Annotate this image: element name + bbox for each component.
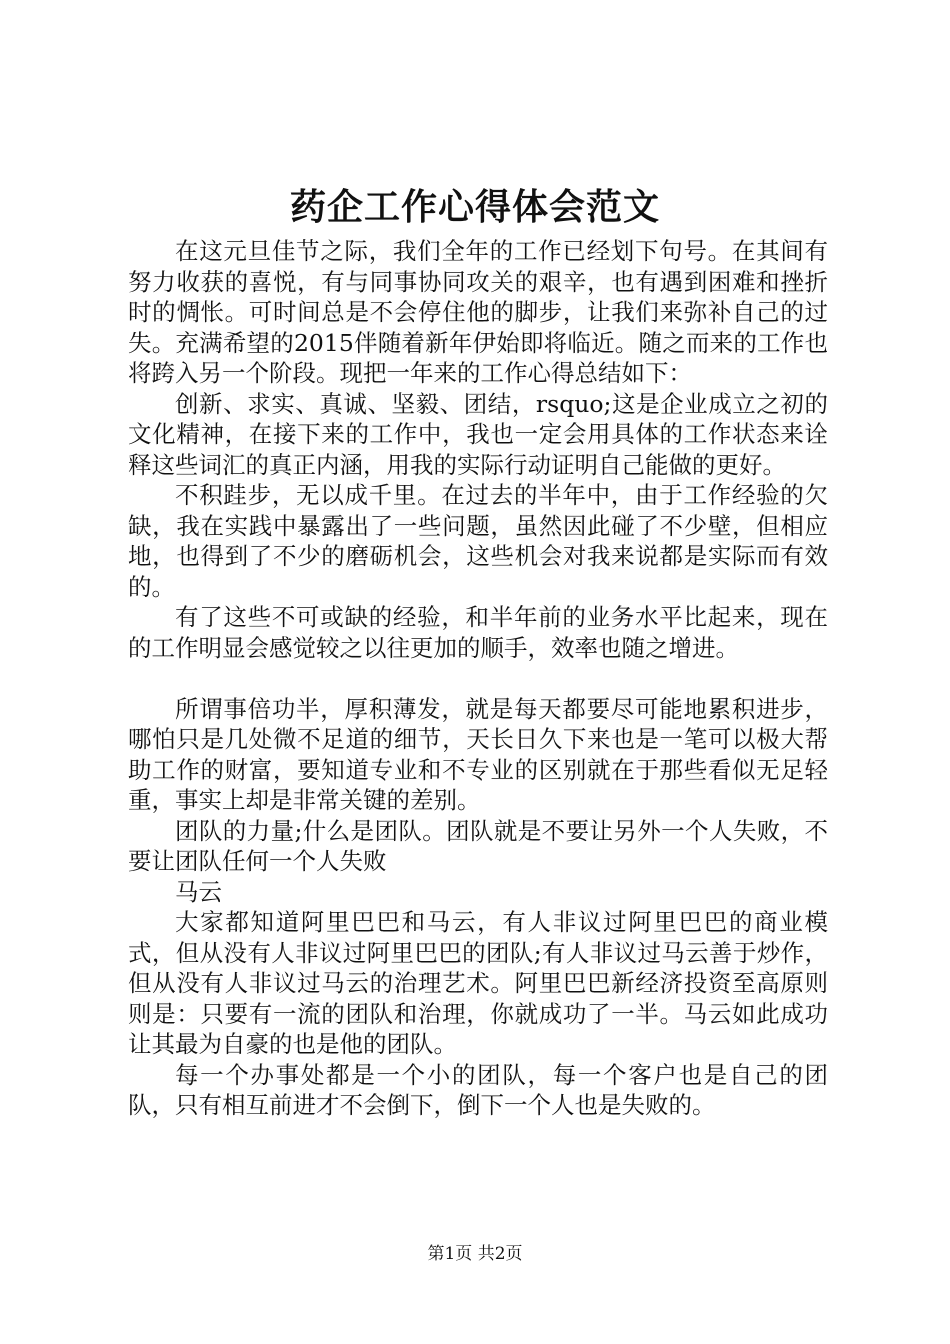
document-title: 药企工作心得体会范文 <box>289 186 660 228</box>
paragraph-office-team: 每一个办事处都是一个小的团队，每一个客户也是自己的团队，只有相互前进才不会倒下，倒下一个人也是失败的。 <box>128 1060 828 1119</box>
paragraph-accumulation: 所谓事倍功半，厚积薄发，就是每天都要尽可能地累积进步，哪怕只是几处微不足道的细节，天长日久下来也是一笔可以极大帮助工作的财富，要知道专业和不专业的区别就在于那些看似无足轻重，事实上却是非常关键的差别。 <box>128 694 828 814</box>
page-footer: 第1页 共2页 <box>427 1244 523 1264</box>
paragraph-culture: 创新、求实、真诚、坚毅、团结，rsquo;这是企业成立之初的文化精神，在接下来的工作中，我也一定会用具体的工作状态来诠释这些词汇的真正内涵，用我的实际行动证明自己能做的更好。 <box>128 389 828 479</box>
paragraph-intro: 在这元旦佳节之际，我们全年的工作已经划下句号。在其间有努力收获的喜悦，有与同事协同攻关的艰辛，也有遇到困难和挫折时的惆怅。可时间总是不会停住他的脚步，让我们来弥补自己的过失。充满希望的2015伴随着新年伊始即将临近。随之而来的工作也将跨入另一个阶段。现把一年来的工作心得总结如下： <box>128 237 828 387</box>
paragraph-team-quote: 团队的力量;什么是团队。团队就是不要让另外一个人失败，不要让团队任何一个人失败 <box>128 816 828 875</box>
paragraph-improvement: 有了这些不可或缺的经验，和半年前的业务水平比起来，现在的工作明显会感觉较之以往更加的顺手，效率也随之增进。 <box>128 603 828 662</box>
paragraph-gap <box>128 663 828 694</box>
paragraph-experience: 不积跬步，无以成千里。在过去的半年中，由于工作经验的欠缺，我在实践中暴露出了一些问题，虽然因此碰了不少壁，但相应地，也得到了不少的磨砺机会，这些机会对我来说都是实际而有效的。 <box>128 481 828 601</box>
paragraph-quote-author: 马云 <box>175 877 222 906</box>
document-body <box>128 236 828 1121</box>
paragraph-alibaba: 大家都知道阿里巴巴和马云，有人非议过阿里巴巴的商业模式，但从没有人非议过阿里巴巴的团队;有人非议过马云善于炒作，但从没有人非议过马云的治理艺术。阿里巴巴新经济投资至高原则则是：只要有一流的团队和治理，你就成功了一半。马云如此成功让其最为自豪的也是他的团队。 <box>128 908 828 1058</box>
